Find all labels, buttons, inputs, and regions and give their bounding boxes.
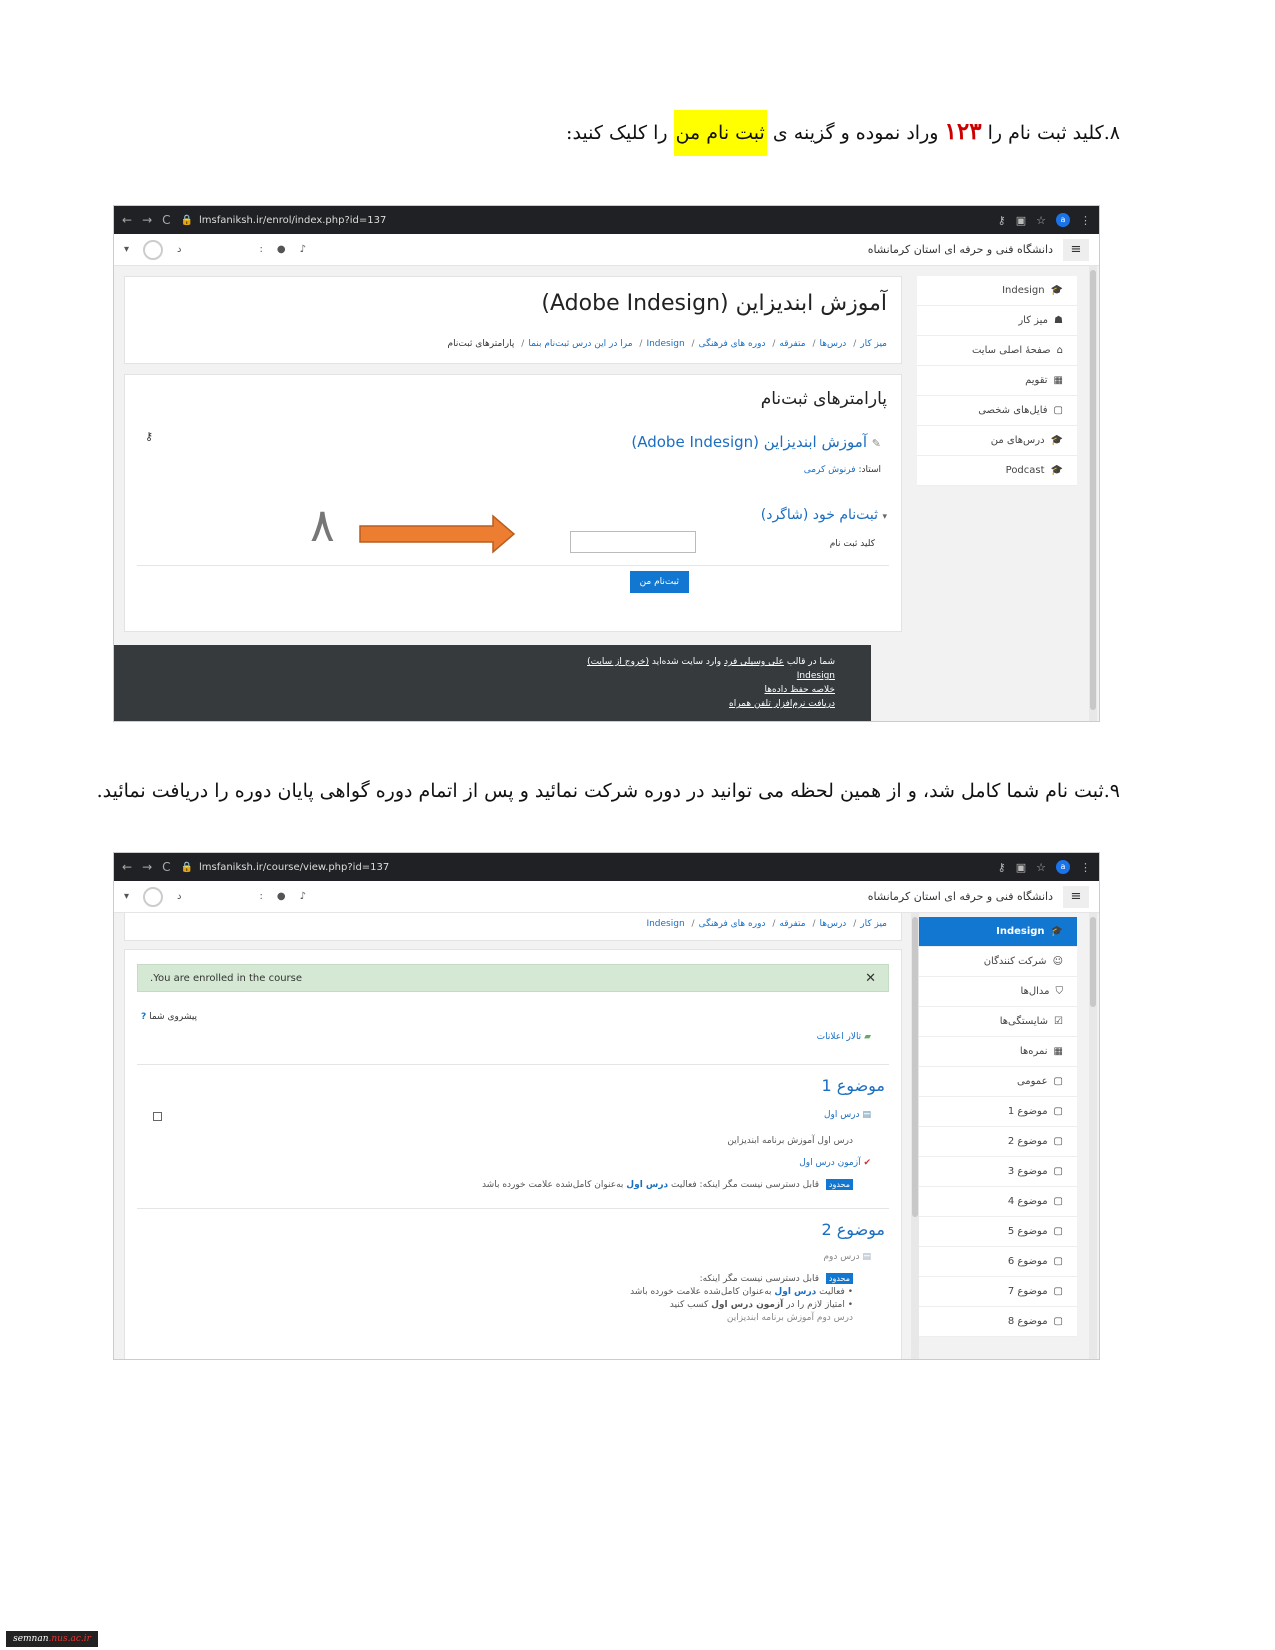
drawer-label: صفحهٔ اصلی سایت (971, 345, 1051, 356)
step8-instruction (566, 118, 1120, 145)
watermark-part-2: .nus.ac.ir (48, 1634, 91, 1644)
url-text: lmsfaniksh.ir/enrol/index.php?id=137 (198, 214, 387, 226)
separator-dot: : (259, 244, 263, 255)
drawer-item-badges[interactable] (917, 977, 1077, 1007)
breadcrumb-item[interactable]: متفرقه (779, 919, 806, 929)
drawer-item-topic-7[interactable] (917, 1277, 1077, 1307)
message-icon[interactable]: ● (276, 891, 286, 902)
file-icon: ▢ (1053, 405, 1063, 416)
breadcrumb-current: پارامترهای ثبت‌نام (447, 339, 515, 349)
breadcrumb-item[interactable]: میز کار (860, 339, 887, 349)
drawer-label: موضوع 4 (1007, 1196, 1048, 1207)
enrol-options-card (124, 374, 902, 632)
drawer-item-calendar[interactable] (917, 366, 1077, 396)
breadcrumb-item[interactable]: مرا در این درس ثبت‌نام بنما (528, 339, 633, 349)
url-text: lmsfaniksh.ir/course/view.php?id=137 (198, 861, 390, 873)
calendar-icon: ▦ (1053, 375, 1063, 386)
avatar[interactable] (143, 240, 163, 260)
graduation-cap-icon: 🎓 (1050, 926, 1063, 937)
drawer-label: شرکت کنندگان (983, 956, 1047, 967)
folder-icon: ▢ (1053, 1226, 1063, 1237)
site-watermark-logo (6, 1631, 98, 1647)
drawer-label: موضوع 8 (1007, 1316, 1048, 1327)
folder-icon: ▢ (1053, 1196, 1063, 1207)
step8-key-number: ۱۲۳ (944, 118, 982, 145)
drawer-item-competencies[interactable] (917, 1007, 1077, 1037)
page-footer (114, 645, 871, 722)
drawer-item-grades[interactable] (917, 1037, 1077, 1067)
drawer-label: Podcast (1005, 465, 1045, 476)
login-middle: وارد سایت شده‌اید (651, 657, 722, 667)
enrol-key-icon: ⚷ (145, 430, 154, 443)
bell-icon[interactable]: ♪ (299, 891, 306, 902)
checkbox-icon: ☑ (1054, 1016, 1063, 1027)
course-link[interactable] (631, 433, 881, 451)
browser-toolbar (114, 853, 1099, 881)
site-navbar (114, 881, 1099, 913)
course-icon: ✎ (871, 437, 881, 450)
graduation-cap-icon: 🎓 (1050, 285, 1063, 296)
page-title: آموزش ابندیزاین (Adobe Indesign) (541, 291, 887, 316)
page-content (114, 266, 1099, 722)
back-icon[interactable]: ← (122, 860, 133, 874)
user-initial: د (177, 891, 182, 902)
drawer-label: موضوع 1 (1007, 1106, 1048, 1117)
restriction-2-bullet-1: • فعالیت درس اول به‌عنوان کامل‌شده علامت خورده باشد (630, 1287, 853, 1297)
drawer-item-topic-4[interactable] (917, 1187, 1077, 1217)
profile-icon[interactable]: a (1056, 213, 1070, 227)
logout-link[interactable]: (خروج از سایت) (587, 657, 649, 667)
restriction-2-bullet-2: • امتیاز لازم را در آزمون درس اول کسب کنید (669, 1300, 853, 1310)
drawer-label: نمره‌ها (1019, 1046, 1048, 1057)
drawer-item-course[interactable] (917, 276, 1077, 306)
teacher-name[interactable]: فرنوش کرمی (803, 465, 856, 475)
completion-checkbox[interactable] (153, 1112, 162, 1121)
breadcrumb-item[interactable]: درس‌ها (819, 919, 847, 929)
step8-middle: وراد نموده و گزینه ی (772, 122, 939, 144)
drawer-label: میز کار (1018, 315, 1049, 326)
drawer-item-topic-8[interactable] (917, 1307, 1077, 1337)
reload-icon[interactable]: C (162, 213, 171, 227)
step8-suffix: را کلیک کنید: (566, 122, 668, 144)
lesson-1-description: درس اول آموزش برنامه ابندیزاین (727, 1136, 853, 1146)
drawer-label: موضوع 3 (1007, 1166, 1048, 1177)
users-icon: ☺ (1052, 956, 1063, 967)
breadcrumb-item[interactable]: دوره های فرهنگی (698, 339, 766, 349)
table-icon: ▦ (1053, 1046, 1063, 1057)
translate-icon[interactable]: ▣ (1015, 213, 1027, 227)
breadcrumb-item[interactable]: متفرقه (779, 339, 806, 349)
page-icon: ▤ (862, 1252, 871, 1262)
footer-course-link[interactable]: Indesign (796, 671, 835, 681)
section-title: پارامترهای ثبت‌نام (760, 389, 887, 409)
folder-icon: ▢ (1053, 1076, 1063, 1087)
data-retention-link[interactable]: خلاصه حفظ داده‌ها (764, 685, 835, 695)
message-icon[interactable]: ● (276, 244, 286, 255)
quiz-check-icon: ✔ (863, 1158, 871, 1168)
drawer-item-general[interactable] (917, 1067, 1077, 1097)
lesson-2-title: درس دوم (823, 1252, 860, 1262)
course-content-card (124, 949, 902, 1360)
page-header-card (124, 913, 902, 941)
self-enrol-title: ثبت‌نام خود (شاگرد) (760, 507, 879, 523)
drawer-item-topic-1[interactable] (917, 1097, 1077, 1127)
bullet-2-pre: امتیاز لازم را در (786, 1300, 845, 1310)
drawer-item-dashboard[interactable] (917, 306, 1077, 336)
profile-icon[interactable]: a (1056, 860, 1070, 874)
forum-icon: ▰ (864, 1032, 871, 1042)
site-navbar (114, 234, 1099, 266)
breadcrumb: میز کار/ درس‌ها/ متفرقه/ دوره های فرهنگی/ Indesign/ مرا در این درس ثبت‌نام بنما/ پارامترهای ثبت‌نام (447, 339, 887, 349)
step8-highlight: ثبت نام من (674, 110, 767, 156)
username-link[interactable]: علی وسیلی فرد (724, 657, 784, 667)
enrol-key-input[interactable] (570, 531, 696, 553)
lesson-1-link[interactable] (824, 1110, 871, 1120)
drawer-label: موضوع 5 (1007, 1226, 1048, 1237)
reload-icon[interactable]: C (162, 860, 171, 874)
step9-instruction: ۹.ثبت نام شما کامل شد، و از همین لحظه می توانید در دوره شرکت نمائید و پس از اتمام دوره گواهی پایان دوره را دریافت نمائید. (96, 780, 1120, 802)
teacher-label: استاد: (858, 465, 881, 475)
topic-1-title[interactable]: موضوع 1 (821, 1076, 885, 1095)
folder-icon: ▢ (1053, 1316, 1063, 1327)
site-name[interactable]: دانشگاه فنی و حرفه ای استان کرمانشاه (867, 243, 1053, 256)
watermark-part-1: semnan (13, 1634, 49, 1644)
home-icon: ⌂ (1056, 345, 1063, 356)
bullet-1-pre: فعالیت (819, 1287, 845, 1297)
bullet-2-post: کسب کنید (669, 1300, 709, 1310)
breadcrumb-item[interactable]: درس‌ها (819, 339, 847, 349)
forum-link[interactable] (817, 1032, 871, 1042)
lesson-2-description: درس دوم آموزش برنامه ابندیزاین (726, 1313, 853, 1323)
drawer-label: فایل‌های شخصی (978, 405, 1048, 416)
restriction-1 (482, 1180, 853, 1190)
restricted-badge: محدود (826, 1273, 853, 1284)
lock-icon: 🔒 (180, 861, 193, 873)
collapse-caret-icon: ▾ (882, 512, 887, 522)
drawer-label: عمومی (1016, 1076, 1048, 1087)
user-initial: د (177, 244, 182, 255)
folder-icon: ▢ (1053, 1256, 1063, 1267)
drawer-label: Indesign (996, 926, 1045, 937)
key-icon[interactable]: ⚷ (997, 860, 1006, 874)
kebab-menu-icon[interactable]: ⋮ (1080, 213, 1091, 227)
close-icon[interactable]: ✕ (865, 970, 876, 986)
drawer-label: موضوع 7 (1007, 1286, 1048, 1297)
breadcrumb-item[interactable]: Indesign (646, 919, 685, 929)
drawer-item-home[interactable] (917, 336, 1077, 366)
drawer-label: تقویم (1025, 375, 1048, 386)
quiz-1-title: آزمون درس اول (799, 1158, 861, 1168)
address-bar[interactable] (181, 215, 998, 226)
drawer-label: Indesign (1002, 285, 1045, 296)
drawer-item-topic-5[interactable] (917, 1217, 1077, 1247)
breadcrumb-item[interactable]: دوره های فرهنگی (698, 919, 766, 929)
lock-icon: 🔒 (180, 214, 193, 226)
course-nav-drawer (917, 917, 1077, 1337)
self-enrol-header[interactable] (761, 507, 887, 523)
separator-dot: : (259, 891, 263, 902)
bullet-2-link[interactable]: آزمون درس اول (711, 1300, 784, 1310)
drawer-label: درس‌های من (990, 435, 1045, 446)
breadcrumb-item[interactable]: میز کار (860, 919, 887, 929)
progress-label-row (141, 1012, 197, 1022)
enrol-me-button[interactable]: ثبت‌نام من (630, 571, 689, 593)
help-icon[interactable]: ? (141, 1012, 147, 1022)
enrol-key-label: کلید ثبت نام (829, 539, 875, 549)
page-icon: ▤ (862, 1110, 871, 1120)
alert-text: You are enrolled in the course. (150, 972, 303, 984)
star-icon[interactable]: ☆ (1036, 860, 1046, 874)
restriction-2 (630, 1272, 853, 1325)
forward-icon[interactable]: → (142, 860, 153, 874)
drawer-item-topic-6[interactable] (917, 1247, 1077, 1277)
address-bar[interactable] (181, 862, 998, 873)
drawer-label: موضوع 2 (1007, 1136, 1048, 1147)
login-prefix: شما در قالب (786, 657, 835, 667)
quiz-1-link[interactable] (799, 1158, 871, 1168)
drawer-item-private-files[interactable] (917, 396, 1077, 426)
forward-icon[interactable]: → (142, 213, 153, 227)
drawer-scrollbar[interactable] (1089, 913, 1097, 1360)
breadcrumb: میز کار/ درس‌ها/ متفرقه/ دوره های فرهنگی/ Indesign (646, 919, 887, 929)
graduation-cap-icon: 🎓 (1050, 465, 1063, 476)
handwritten-number: ۸ (310, 498, 335, 552)
enrolled-alert (137, 964, 889, 992)
step8-prefix: ۸.کلید ثبت نام را (987, 122, 1120, 144)
avatar[interactable] (143, 887, 163, 907)
kebab-menu-icon[interactable]: ⋮ (1080, 860, 1091, 874)
drawer-item-podcast[interactable] (917, 456, 1077, 486)
restriction-2-head: قابل دسترسی نیست مگر اینکه: (699, 1274, 820, 1284)
restriction-1-post: به‌عنوان کامل‌شده علامت خورده باشد (481, 1180, 624, 1190)
screenshot-enrol-page (113, 205, 1100, 722)
restriction-1-pre: قابل دسترسی نیست مگر اینکه: فعالیت (671, 1180, 820, 1190)
drawer-item-course[interactable] (917, 917, 1077, 947)
graduation-cap-icon: 🎓 (1050, 435, 1063, 446)
translate-icon[interactable]: ▣ (1015, 860, 1027, 874)
restriction-1-link[interactable]: درس اول (626, 1180, 669, 1190)
star-icon[interactable]: ☆ (1036, 213, 1046, 227)
hamburger-menu-icon[interactable]: ≡ (1063, 239, 1089, 261)
folder-icon: ▢ (1053, 1106, 1063, 1117)
restricted-badge: محدود (826, 1179, 853, 1190)
forum-name: تالار اعلانات (816, 1032, 862, 1042)
progress-label: پیشروی شما (149, 1012, 198, 1022)
nav-drawer (917, 276, 1077, 486)
user-menu-caret-icon[interactable]: ▾ (124, 891, 130, 902)
bullet-1-post: به‌عنوان کامل‌شده علامت خورده باشد (630, 1287, 772, 1297)
lesson-2-link (823, 1252, 871, 1262)
drawer-item-my-courses[interactable] (917, 426, 1077, 456)
back-icon[interactable]: ← (122, 213, 133, 227)
mobile-app-link[interactable]: دریافت نرم‌افزار تلفن همراه (728, 699, 835, 709)
bell-icon[interactable]: ♪ (299, 244, 306, 255)
drawer-label: شایستگی‌ها (999, 1016, 1049, 1027)
shield-icon: ⛉ (1055, 986, 1063, 997)
drawer-label: مدال‌ها (1020, 986, 1050, 997)
hamburger-menu-icon[interactable]: ≡ (1063, 886, 1089, 908)
topic-2-title[interactable]: موضوع 2 (821, 1220, 885, 1239)
page-content (114, 913, 1099, 1360)
browser-toolbar (114, 206, 1099, 234)
screenshot-course-page (113, 852, 1100, 1360)
content-scrollbar[interactable] (911, 913, 919, 1360)
drawer-item-topic-3[interactable] (917, 1157, 1077, 1187)
breadcrumb-item[interactable]: Indesign (646, 339, 685, 349)
folder-icon: ▢ (1053, 1286, 1063, 1297)
teacher-row (804, 465, 881, 475)
dashboard-icon: ☗ (1054, 315, 1063, 326)
drawer-item-topic-2[interactable] (917, 1127, 1077, 1157)
drawer-item-participants[interactable] (917, 947, 1077, 977)
drawer-label: موضوع 6 (1007, 1256, 1048, 1267)
folder-icon: ▢ (1053, 1136, 1063, 1147)
site-name[interactable]: دانشگاه فنی و حرفه ای استان کرمانشاه (867, 890, 1053, 903)
course-link-text: آموزش ابندیزاین (Adobe Indesign) (631, 433, 867, 451)
user-menu-caret-icon[interactable]: ▾ (124, 244, 130, 255)
page-header-card (124, 276, 902, 364)
lesson-1-title: درس اول (824, 1110, 860, 1120)
bullet-1-link[interactable]: درس اول (774, 1287, 817, 1297)
key-icon[interactable]: ⚷ (997, 213, 1006, 227)
folder-icon: ▢ (1053, 1166, 1063, 1177)
annotation-arrow (358, 514, 518, 554)
page-scrollbar[interactable] (1089, 266, 1097, 722)
login-info (114, 655, 835, 669)
